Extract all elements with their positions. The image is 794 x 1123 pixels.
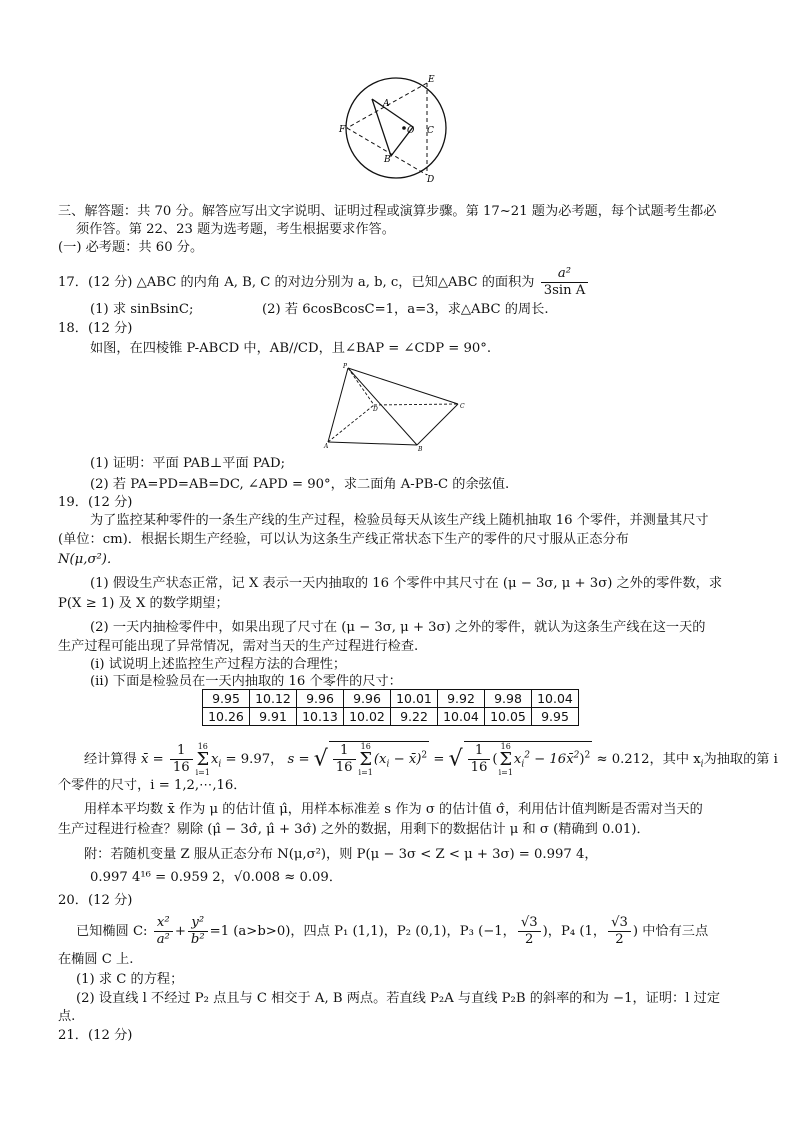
q19-part2b: 生产过程可能出现了异常情况，需对当天的生产过程进行检查.	[58, 639, 419, 654]
pyramid-figure	[322, 360, 472, 455]
q21-number: 21．(12 分)	[58, 1028, 133, 1043]
label-D2: D	[373, 406, 378, 413]
label-B: B	[384, 155, 391, 165]
label-A: A	[383, 99, 390, 109]
q19-p1c: N(μ,σ²)．	[58, 552, 121, 567]
q18-part2: (2) 若 PA=PD=AB=DC, ∠APD = 90°，求二面角 A-PB-C 的余弦值.	[90, 477, 510, 492]
q19-number: 19．(12 分)	[58, 495, 133, 510]
q19-p1a: 为了监控某种零件的一条生产线的生产过程，检验员每天从该生产线上随机抽取 16 个零件，并测量其尺寸	[90, 513, 709, 528]
q17-part2: (2) 若 6cosBcosC=1，a=3，求△ABC 的周长.	[262, 302, 549, 317]
label-E: E	[428, 75, 435, 85]
q20-stem: 已知椭圆 C: $\frac{\text{x²}}{\text{a²}}$ + $\frac{\text{y²}}{\text{b²}}$ =1 (a>b>0)，四点 P₁ (1,1)，P₂ (0,1)，P₃ (−1， $\frac{√3}{2}$ )，P₄ (1， $\frac{√3}{2}$ ) 中恰有三点	[76, 915, 709, 947]
measurements-table	[202, 689, 579, 726]
q19-sub1: (ⅰ) 试说明上述监控生产过程方法的合理性；	[90, 657, 347, 672]
section3-required: (一) 必考题：共 60 分。	[58, 240, 204, 255]
q18-number: 18．(12 分)	[58, 321, 133, 336]
label-C: C	[427, 126, 434, 136]
q18-stem: 如图，在四棱锥 P-ABCD 中，AB//CD，且∠BAP = ∠CDP = 90°.	[90, 341, 492, 356]
q19-p1b: (单位：cm)．根据长期生产经验，可以认为这条生产线正常状态下生产的零件的尺寸服从正态分布	[58, 532, 629, 547]
q20-part2a: (2) 设直线 l 不经过 P₂ 点且与 C 相交于 A, B 两点。若直线 P₂A 与直线 P₂B 的斜率的和为 −1，证明：l 过定	[76, 991, 721, 1006]
label-D: D	[427, 175, 435, 185]
label-C2: C	[460, 403, 465, 410]
section3-title-line1: 三、解答题：共 70 分。解答应写出文字说明、证明过程或演算步骤。第 17~21 题为必考题，每个试题考生都必	[58, 204, 717, 219]
q19-est2: 生产过程进行检查？剔除 (μ̂ − 3σ̂, μ̂ + 3σ̂) 之外的数据，用剩下的数据估计 μ 和 σ (精确到 0.01)．	[58, 822, 650, 837]
label-A2: A	[324, 443, 329, 450]
section3-title-line2: 须作答。第 22、23 题为选考题，考生根据要求作答。	[76, 222, 395, 237]
label-P: P	[343, 363, 348, 370]
label-B2: B	[418, 446, 423, 453]
q19-part1b: P(X ≥ 1) 及 X 的数学期望；	[58, 596, 229, 611]
q19-note1: 附：若随机变量 Z 服从正态分布 N(μ,σ²)，则 P(μ − 3σ < Z < μ + 3σ) = 0.997 4，	[84, 847, 598, 862]
q19-calc-line2: 个零件的尺寸，i = 1,2,⋯,16．	[58, 778, 247, 793]
circle-triangle-figure	[330, 72, 460, 187]
q17-stem: 17．(12 分) △ABC 的内角 A, B, C 的对边分别为 a, b, c，已知△ABC 的面积为 $\frac{\text{a²}}{\text{3sin A}}$	[58, 266, 590, 299]
q19-note2: 0.997 4¹⁶ = 0.959 2，√0.008 ≈ 0.09．	[90, 870, 343, 885]
q20-part1: (1) 求 C 的方程；	[76, 972, 184, 987]
label-O: O	[407, 126, 415, 136]
q17-part1: (1) 求 sinBsinC;	[90, 302, 194, 317]
q19-part2a: (2) 一天内抽检零件中，如果出现了尺寸在 (μ − 3σ, μ + 3σ) 之外的零件，就认为这条生产线在这一天的	[90, 620, 706, 635]
q20-part2b: 点.	[58, 1009, 76, 1024]
q18-part1: (1) 证明：平面 PAB⊥平面 PAD;	[90, 456, 286, 471]
table-row: 9.95 10.12 9.96 9.96 10.01 9.92 9.98 10.04	[203, 690, 579, 708]
q19-est1: 用样本平均数 x̄ 作为 μ 的估计值 μ̂，用样本标准差 s 作为 σ 的估计值 σ̂，利用估计值判断是否需对当天的	[84, 802, 703, 817]
q20-stem-line2: 在椭圆 C 上.	[58, 952, 134, 967]
q19-calc-line: 经计算得 x̄ = $\frac{1}{16}$ 16 Σ $i=1x_i = 9.97$， s = √ $\frac{1}{16}$ 16 Σ $i=1(x_i$ − x̄)$^2$ = √ $\frac{1}{16}$ (16 Σ $i=1x_i^2$ − 16x̄$^2$)$^2$ ≈ 0.212，其中 $x_i$为抽取的第 i	[84, 742, 778, 777]
q20-number: 20．(12 分)	[58, 893, 133, 908]
q19-part1a: (1) 假设生产状态正常，记 X 表示一天内抽取的 16 个零件中其尺寸在 (μ − 3σ, μ + 3σ) 之外的零件数，求	[90, 576, 723, 591]
q19-sub2: (ⅱ) 下面是检验员在一天内抽取的 16 个零件的尺寸：	[90, 674, 402, 689]
table-row: 10.26 9.91 10.13 10.02 9.22 10.04 10.05 9.95	[203, 708, 579, 726]
label-F: F	[339, 125, 346, 135]
q17-area-fraction: $\frac{\text{a²}}{\text{3sin A}}$	[541, 266, 589, 299]
